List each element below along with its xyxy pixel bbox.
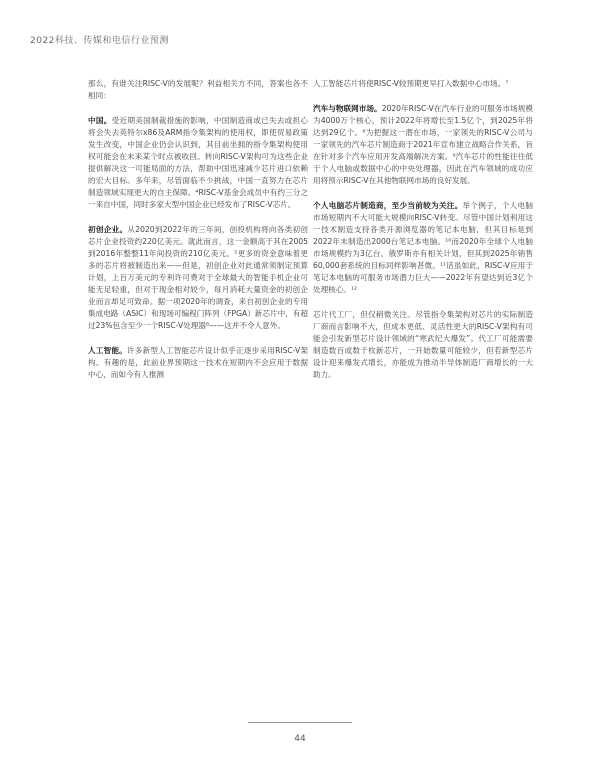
paragraph-startups: 初创企业。从2020到2022年的三年间，创投机构将向各类初创芯片企业投资约220亿美元。就此而言，这一金额高于其在2005到2016年整整11年间投资的210亿美元。⁵更多的资金意味着更多的芯片将被制造出来——但是，初创企业对此通常须制定预算计划，上百万美元的专利许可费对于全球最大的智能手机企业可能无足轻重，但对于现金相对较少，每月消耗大量资金的初创企业而言却足可致命。据一项2020年的调查，来自初创企业的专用集成电路（ASIC）和现场可编程门阵列（FPGA）新芯片中，有超过23%包含至少一个RISC-V处理器⁶——这并不令人意外。 [88,225,309,330]
paragraph-lead: 汽车与物联网市场。 [313,104,382,113]
footer-divider [248,722,352,723]
paragraph-china: 中国。受近期美国制裁措施的影响，中国制造商或已失去或担心将会失去英特尔x86及ARM指令集架构的使用权，即使贸易政策发生改变，中国企业仍会认识到，其目前坐拥的指令集架构使用权可能会在未来某个时点被收回。转向RISC-V架构可为这些企业提供解决这一可能局面的方法，帮助中国迅速减少芯片进口依赖的宏大目标。多年来，尽管面临不少挑战，中国一直努力在芯片制造领域实现更大的自主保障。⁴RISC-V基金会成员中有约三分之一来自中国，同时多家大型中国企业已经发布了RISC-V芯片。 [88,116,309,209]
paragraph-lead: 初创企业。 [88,225,128,234]
paragraph-lead: 人工智能。 [88,346,127,355]
paragraph: 那么，有谁关注RISC-V的发展呢？利益相关方不同，答案也各不相同： [88,79,308,100]
paragraph-lead: 个人电脑芯片制造商，至少当前较为关注。 [313,201,463,210]
left-column [88,78,308,394]
right-column [313,78,533,394]
paragraph-pc: 个人电脑芯片制造商，至少当前较为关注。举个例子，个人电脑市场短期内不大可能大规模向RISC-V转变。尽管中国计划利用这一技术制造支持各类开源浏览器的笔记本电脑，但其目标是到2022年末制造出2000台笔记本电脑。¹⁰而2020年全球个人电脑市场规模约为3亿台。俄罗斯亦有相关计划，但其到2025年销售60,000套系统的目标同样影响甚微。¹¹话虽如此，RISC-V应用于笔记本电脑的可服务市场潜力巨大——2022年有望达到近3亿个处理核心。¹² [313,201,533,294]
paragraph-ai: 人工智能。许多新型人工智能芯片设计似乎正逐步采用RISC-V架构。有趣的是，此前业界预期这一技术在短期内不会应用于数据中心，而如今有人推测 [88,346,308,379]
paragraph-auto-iot: 汽车与物联网市场。2020年RISC-V在汽车行业的可服务市场规模为4000万个核心，预计2022年将增长至1.5亿个，到2025年将达到29亿个。⁸为把握这一潜在市场，一家领先的RISC-V公司与一家领先的汽车芯片制造商于2021年宣布建立战略合作关系，旨在针对多个汽车应用开发高端解决方案。⁹汽车芯片的性能往往低于个人电脑或数据中心的中央处理器，因此在汽车领域的成功应用将预示RISC-V在其他物联网市场的良好发展。 [313,104,534,185]
paragraph-foundries: 芯片代工厂，但仅稍微关注。尽管指令集架构对芯片的实际制造厂商而言影响不大，但成本更低、灵活性更大的RISC-V架构有可能会引发新型芯片设计领域的“寒武纪大爆发”。代工厂可能需要制造数百或数千枚新芯片，一开始数量可能较少，但若新型芯片设计迎来爆发式增长，亦能成为推动半导体制造厂商增长的一大助力。 [313,310,533,379]
paragraph-ai-continued: 人工智能芯片将使RISC-V较预期更早打入数据中心市场。⁷ [313,79,509,88]
running-header: 2022科技、传媒和电信行业预测 [30,36,169,46]
page-number: 44 [294,734,306,744]
paragraph-lead: 中国。 [88,116,112,125]
